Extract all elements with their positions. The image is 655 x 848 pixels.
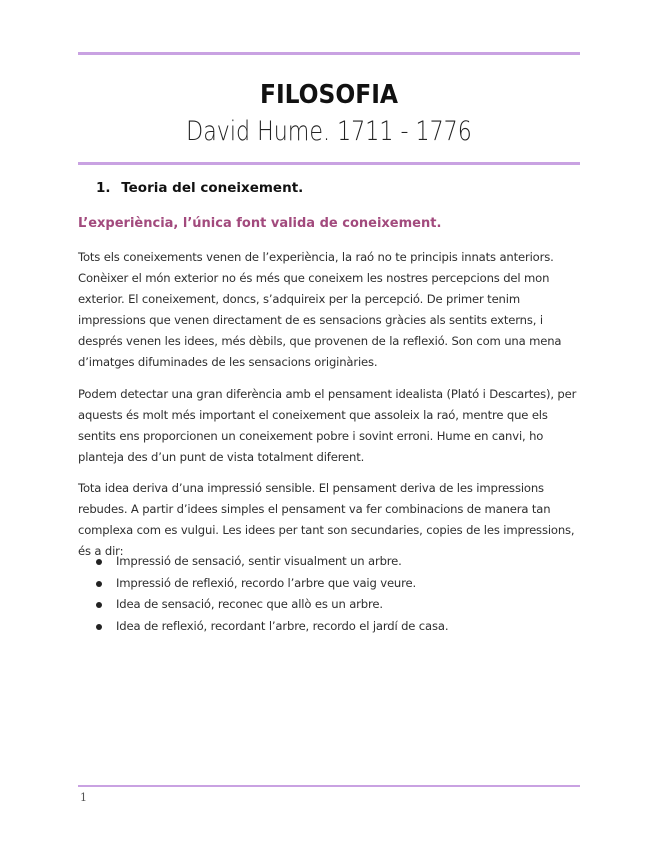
list-item-text: Idea de sensació, reconec que allò es un arbre. — [116, 597, 383, 611]
paragraph-1: Tots els coneixements venen de l’experiència, la raó no te principis innats anteriors. Conèixer el món exterior no és més que coneixem les nostres percepcions del mon exterior. El coneixement, doncs, s’adquireix per la percepció. De primer tenim impressions que venen directament de es sensacions gràcies als sentits externs, i després venen les idees, més dèbils, que provenen de la reflexió. Son com una mena d’imatges difuminades de les sensacions originàries. — [78, 250, 562, 369]
section-heading — [96, 180, 303, 196]
section-number: 1. — [96, 180, 111, 196]
list-item — [96, 573, 448, 595]
section-title: Teoria del coneixement. — [121, 180, 304, 196]
footer-divider — [78, 785, 580, 787]
header-divider — [78, 162, 580, 165]
list-item-text: Impressió de reflexió, recordo l’arbre que vaig veure. — [116, 575, 417, 590]
bullet-icon — [96, 602, 102, 608]
document-subtitle: David Hume. 1711 - 1776 — [186, 116, 472, 147]
paragraph-3: Tota idea deriva d’una impressió sensible. El pensament deriva de les impressions rebudes. A partir d’idees simples el pensament va fer combinacions de manera tan complexa com es vulgui. Les idees per tant son secundaries, copies de les impressions, és a dir: — [78, 481, 575, 558]
list-item — [96, 594, 448, 616]
bullet-list — [96, 551, 448, 637]
list-item — [96, 551, 448, 573]
list-item — [96, 616, 448, 638]
bullet-icon — [96, 624, 102, 630]
paragraph-2: Podem detectar una gran diferència amb el pensament idealista (Plató i Descartes), per aquests és molt més important el coneixement que assoleix la raó, mentre que els sentits ens proporcionen un coneixement pobre i sovint erroni. Hume en canvi, ho planteja des d’un punt de vista totalment diferent. — [78, 387, 577, 464]
page-number: 1 — [80, 791, 87, 804]
bullet-icon — [96, 581, 102, 587]
bullet-icon — [96, 559, 102, 565]
list-item-text: Impressió de sensació, sentir visualment un arbre. — [116, 554, 402, 568]
document-title: FILOSOFIA — [259, 80, 399, 110]
subheading: L’experiència, l’única font valida de coneixement. — [78, 216, 442, 231]
list-item-text: Idea de reflexió, recordant l’arbre, recordo el jardí de casa. — [116, 618, 449, 633]
top-divider — [78, 52, 580, 55]
